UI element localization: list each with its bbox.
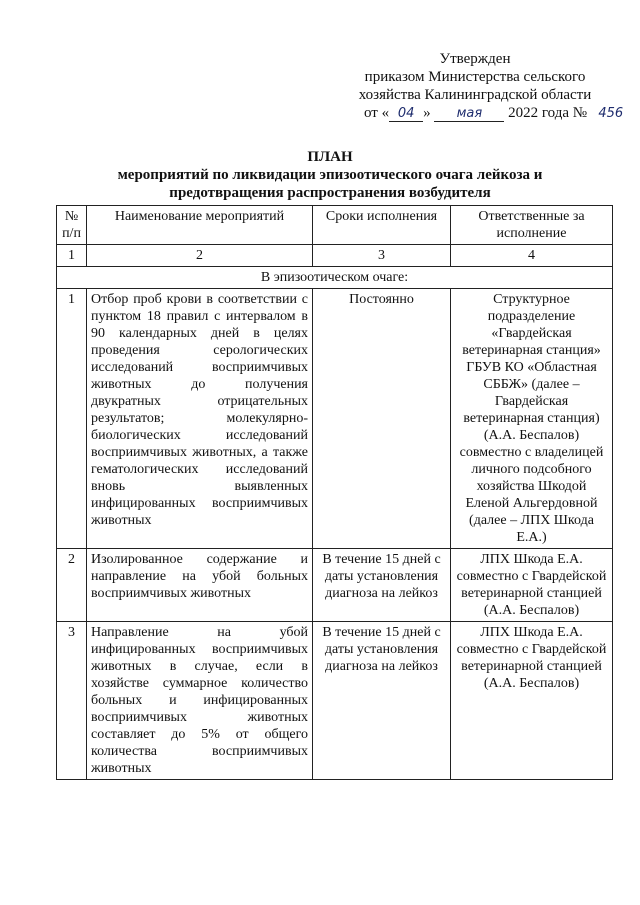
table-row <box>57 289 613 549</box>
table-header-row <box>57 206 613 245</box>
approval-block <box>350 50 624 122</box>
row-number: 1 <box>57 289 87 549</box>
date-prefix: от « <box>364 105 390 121</box>
handwritten-day: 04 <box>389 107 423 122</box>
row-responsible: Структурное подразделение «Гвардейская ветеринарная станция» ГБУВ КО «Областная СББЖ» (далее – Гвардейская ветеринарная станция) (А.А. Беспалов) совместно с владелицей личного подсобного хозяйства Шкодой Еленой Альгердовной (далее – ЛПХ Шкода Е.А.) <box>451 289 613 549</box>
table-row <box>57 622 613 780</box>
row-responsible: ЛПХ Шкода Е.А. совместно с Гвардейской ветеринарной станцией (А.А. Беспалов) <box>451 549 613 622</box>
row-number: 3 <box>57 622 87 780</box>
section-row <box>57 267 613 289</box>
handwritten-order-number: 456 <box>598 106 624 121</box>
date-mid: » <box>423 105 431 121</box>
section-title: В эпизоотическом очаге: <box>57 267 613 289</box>
row-action: Изолированное содержание и направление на убой больных восприимчивых животных <box>87 549 313 622</box>
approval-line-ministry: хозяйства Калининградской области <box>358 87 592 103</box>
column-number: 2 <box>87 245 313 267</box>
plan-heading <box>60 148 600 202</box>
header-responsible: Ответственные за исполнение <box>451 206 613 245</box>
approval-date-line <box>364 104 624 122</box>
date-suffix: 2022 года № <box>508 105 588 121</box>
column-number: 3 <box>313 245 451 267</box>
row-action: Отбор проб крови в соответствии с пунктом 18 правил с интервалом в 90 календарных дней в целях проведения серологических исследований восприимчивых животных до получения двукратных отрицательных результатов; молекулярно-биологических исследований восприимчивых животных, а также гематологических исследований вновь выявленных инфицированных восприимчивых животных <box>87 289 313 549</box>
approval-line-approved: Утвержден <box>439 51 511 67</box>
plan-subtitle: мероприятий по ликвидации эпизоотического очага лейкоза и предотвращения распространения возбудителя <box>117 167 543 201</box>
row-responsible: ЛПХ Шкода Е.А. совместно с Гвардейской ветеринарной станцией (А.А. Беспалов) <box>451 622 613 780</box>
table-row <box>57 549 613 622</box>
plan-title: ПЛАН <box>307 149 353 165</box>
row-number: 2 <box>57 549 87 622</box>
handwritten-month: мая <box>434 107 504 122</box>
approval-line-order: приказом Министерства сельского <box>364 69 586 85</box>
column-number: 1 <box>57 245 87 267</box>
header-deadline: Сроки исполнения <box>313 206 451 245</box>
column-number-row <box>57 245 613 267</box>
row-deadline: В течение 15 дней с даты установления диагноза на лейкоз <box>313 622 451 780</box>
plan-table <box>56 205 613 780</box>
row-action: Направление на убой инфицированных восприимчивых животных в случае, если в хозяйстве суммарное количество больных и инфицированных восприимчивых животных составляет до 5% от общего количества восприимчивых животных <box>87 622 313 780</box>
header-action: Наименование мероприятий <box>87 206 313 245</box>
header-number: № п/п <box>57 206 87 245</box>
row-deadline: В течение 15 дней с даты установления диагноза на лейкоз <box>313 549 451 622</box>
row-deadline: Постоянно <box>313 289 451 549</box>
column-number: 4 <box>451 245 613 267</box>
